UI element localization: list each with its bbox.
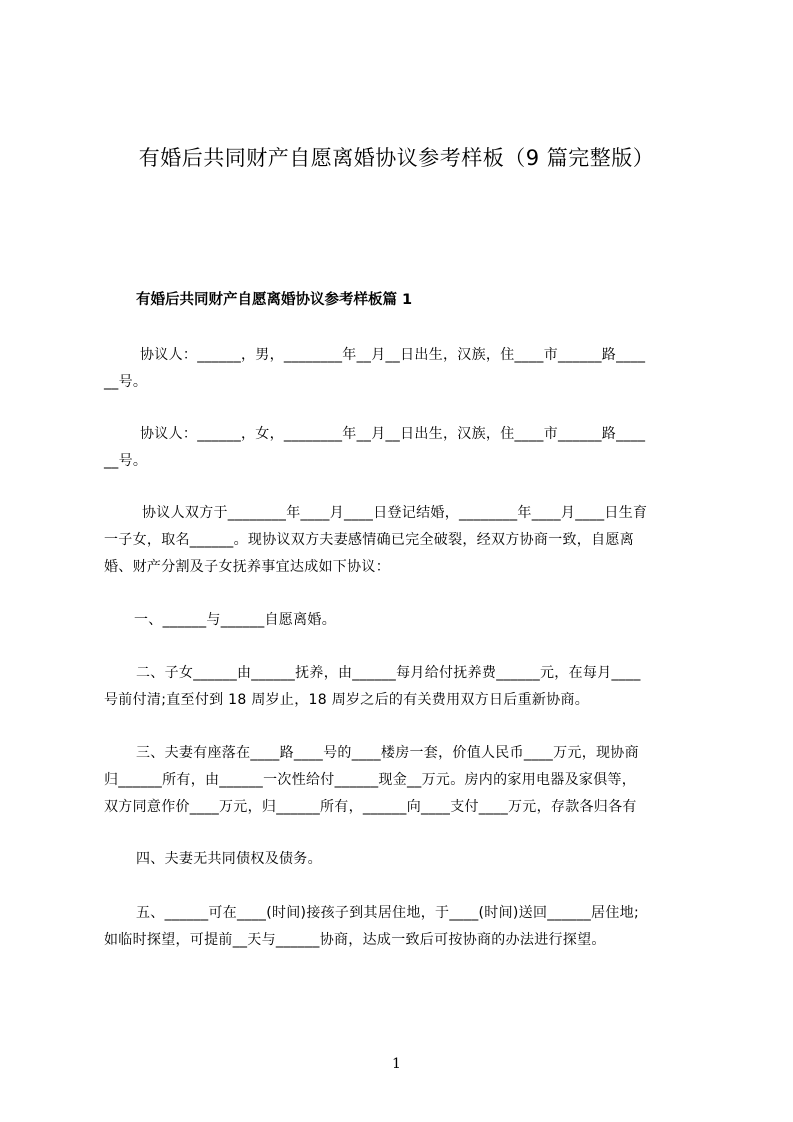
paragraph-line: 五、______可在____(时间)接孩子到其居住地，于____(时间)送回______居住地;: [136, 905, 639, 921]
paragraph-line: 三、夫妻有座落在____路____号的____楼房一套，价值人民币____万元，现协商: [136, 745, 639, 761]
paragraph-line: 婚、财产分割及子女抚养事宜达成如下协议：: [104, 559, 390, 575]
paragraph-line: __号。: [104, 453, 148, 469]
clause-4-debts: [104, 846, 700, 873]
paragraph-line: 双方同意作价____万元，归______所有，______向____支付____万元，存款各归各有: [104, 799, 637, 815]
paragraph-line: 归______所有，由______一次性给付______现金__万元。房内的家用电器及家俱等，: [104, 772, 637, 788]
paragraph-line: 协议人：______，女，________年__月__日出生，汉族，住____市______路____: [140, 426, 646, 442]
paragraph-line: 号前付清;直至付到 18 周岁止，18 周岁之后的有关费用双方日后重新协商。: [104, 692, 590, 708]
section-title: 有婚后共同财产自愿离婚协议参考样板篇 1: [136, 292, 413, 308]
paragraph-party-female: [104, 421, 700, 475]
document-title: 有婚后共同财产自愿离婚协议参考样板（9 篇完整版）: [138, 146, 655, 170]
paragraph-party-male: [104, 342, 700, 396]
clause-2-child-custody: [104, 660, 700, 714]
paragraph-line: 协议人：______，男，________年__月__日出生，汉族，住____市______路____: [140, 347, 646, 363]
paragraph-line: 四、夫妻无共同债权及债务。: [136, 851, 322, 867]
page-number: 1: [392, 1056, 401, 1072]
paragraph-line: 协议人双方于________年____月____日登记结婚，________年____月____日生育: [142, 505, 648, 521]
clause-3-property: [104, 740, 700, 821]
paragraph-line: 一子女，取名______。现协议双方夫妻感情确已完全破裂，经双方协商一致，自愿离: [104, 532, 634, 548]
paragraph-line: 二、子女______由______抚养，由______每月给付抚养费______元，在每月____: [136, 665, 641, 681]
clause-5-visitation: [104, 900, 700, 954]
paragraph-line: __号。: [104, 374, 148, 390]
paragraph-line: 一、______与______自愿离婚。: [134, 612, 336, 628]
paragraph-line: 如临时探望，可提前__天与______协商，达成一致后可按协商的办法进行探望。: [104, 932, 606, 948]
clause-1-divorce: [104, 607, 700, 634]
paragraph-marriage-info: [104, 500, 700, 581]
